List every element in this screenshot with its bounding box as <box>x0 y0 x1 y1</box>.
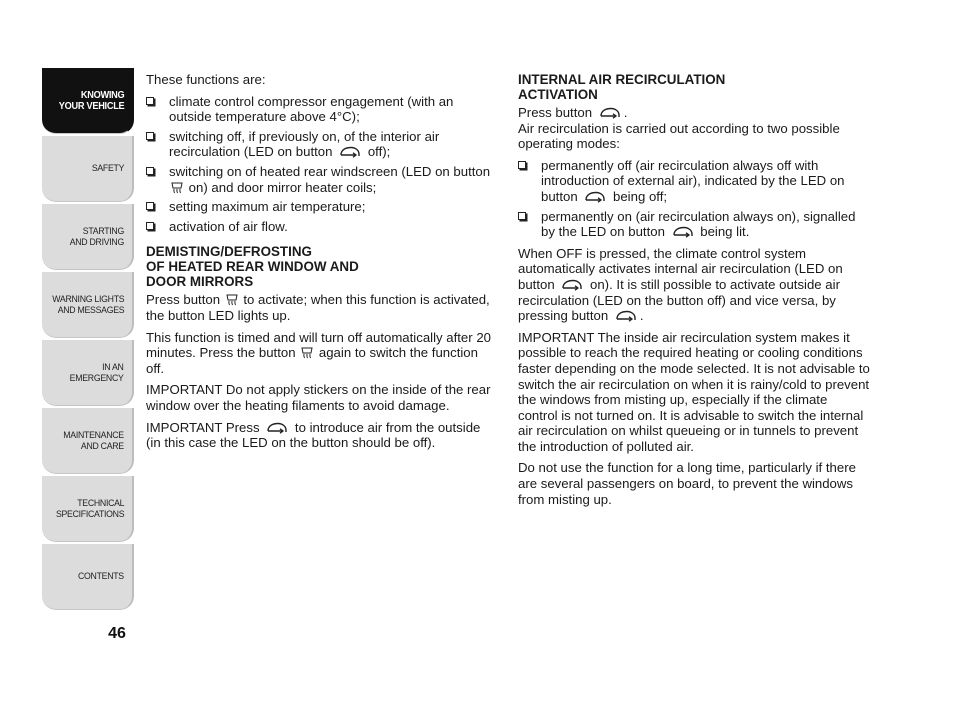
list-item-text: activation of air flow. <box>169 218 288 234</box>
recirculation-icon <box>265 422 289 434</box>
list-item-text: setting maximum air temperature; <box>169 199 366 215</box>
list-item-text: switching off, if previously on, of the interior air recirculation (LED on button <box>169 128 440 160</box>
list-item-text: off); <box>367 144 391 160</box>
recirculation-icon <box>598 107 622 119</box>
checkbox-bullet-icon <box>146 202 154 210</box>
text: to introduce air from the outside (in this case the LED on the button should be off). <box>146 419 481 451</box>
recirculation-icon <box>560 279 584 291</box>
important-recirculation-note: IMPORTANT The inside air recirculation system makes it possible to reach the required heating or cooling conditions faster depending on the mode selected. It is not advisable to switch the air recirculation on when it is rainy/cold to prevent the windows from misting up, especially if the climate control is not turned on. It is advisable to switch the internal air recirculation on whilst queueing or in tunnels to prevent the introduction of polluted air. <box>518 329 870 454</box>
tab-label: TECHNICAL SPECIFICATIONS <box>55 497 124 520</box>
tab-contents[interactable] <box>42 544 134 610</box>
functions-intro: These functions are: <box>146 72 266 87</box>
modes-intro: Air recirculation is carried out according to two possible operating modes: <box>518 120 840 152</box>
heading-line: DEMISTING/DEFROSTING <box>146 244 312 260</box>
tab-safety[interactable] <box>42 136 134 202</box>
defrosting-heading <box>146 244 496 289</box>
tab-label: STARTING AND DRIVING <box>69 225 124 248</box>
heading-line: OF HEATED REAR WINDOW AND <box>146 259 359 275</box>
tab-label: SAFETY <box>91 163 124 174</box>
rear-defrost-icon <box>171 181 183 194</box>
page-number: 46 <box>108 625 126 642</box>
timer-paragraph <box>146 330 496 377</box>
text: This function is timed and will turn off automatically after 20 minutes. Press the button <box>146 329 491 361</box>
tab-label: MAINTENANCE AND CARE <box>63 429 124 452</box>
tab-maintenance-and-care[interactable] <box>42 408 134 474</box>
list-item-text: being off; <box>613 188 668 204</box>
heading-line: ACTIVATION <box>518 87 598 102</box>
checkbox-bullet-icon <box>146 132 154 140</box>
recirculation-icon <box>583 191 607 203</box>
text: . <box>639 308 644 324</box>
checkbox-bullet-icon <box>518 161 526 169</box>
tab-in-an-emergency[interactable] <box>42 340 134 406</box>
text: to activate; when this function is activated, the button LED lights up. <box>146 292 490 323</box>
recirculation-icon <box>614 310 638 322</box>
tab-starting-and-driving[interactable] <box>42 204 134 270</box>
list-item-text: permanently on (air recirculation always on), signalled by the LED on button <box>541 208 856 240</box>
list-item <box>146 164 496 195</box>
text: Press button <box>518 105 593 120</box>
section-tabs <box>42 68 134 612</box>
list-item-text: permanently off (air recirculation always off with introduction of external air), indicated by the LED on button <box>541 157 845 204</box>
recirculation-icon <box>671 226 695 238</box>
checkbox-bullet-icon <box>146 97 154 105</box>
checkbox-bullet-icon <box>518 212 526 220</box>
list-item-text: on) and door mirror heater coils; <box>188 179 377 195</box>
tab-label: WARNING LIGHTS AND MESSAGES <box>51 293 124 316</box>
list-item <box>146 199 496 215</box>
list-item <box>146 94 496 125</box>
long-time-warning: Do not use the function for a long time, particularly if there are several passengers on board, to prevent the windows from misting up. <box>518 460 856 507</box>
press-button-line <box>518 105 870 121</box>
heading-line: DOOR MIRRORS <box>146 274 254 290</box>
text: IMPORTANT Press <box>146 419 260 435</box>
text: . <box>623 105 628 120</box>
text: on). It is still possible to activate outside air recirculation (LED on the button off) and vice versa, by pressing button <box>518 276 840 324</box>
tab-label: IN AN EMERGENCY <box>70 361 124 384</box>
heading-line: INTERNAL AIR RECIRCULATION <box>518 72 726 87</box>
off-pressed-paragraph <box>518 246 870 324</box>
tab-technical-specifications[interactable] <box>42 476 134 542</box>
list-item <box>518 158 870 205</box>
defrost-paragraph <box>146 292 496 323</box>
tab-knowing-your-vehicle[interactable] <box>42 68 134 134</box>
outside-air-note <box>146 420 496 451</box>
left-column <box>146 72 496 457</box>
text: When OFF is pressed, the climate control system automatically activates internal air recirculation (LED on button <box>518 245 843 292</box>
stickers-warning: IMPORTANT Do not apply stickers on the inside of the rear window over the heating filaments to avoid damage. <box>146 382 491 413</box>
recirculation-heading <box>518 72 870 102</box>
list-item-text: climate control compressor engagement (with an outside temperature above 4°C); <box>169 93 454 125</box>
list-item-text: being lit. <box>700 224 750 240</box>
checkbox-bullet-icon <box>146 222 154 230</box>
tab-label: CONTENTS <box>78 571 124 582</box>
text: again to switch the function off. <box>146 345 478 376</box>
list-item <box>146 129 496 160</box>
list-item-text: switching on of heated rear windscreen (LED on button <box>169 163 491 179</box>
right-column <box>518 72 870 513</box>
recirculation-icon <box>338 146 362 158</box>
list-item <box>146 219 496 235</box>
checkbox-bullet-icon <box>146 167 154 175</box>
rear-defrost-icon <box>226 293 238 306</box>
text: Press button <box>146 292 221 308</box>
modes-list <box>518 158 870 240</box>
tab-label: KNOWING YOUR VEHICLE <box>58 89 124 112</box>
tab-warning-lights[interactable] <box>42 272 134 338</box>
rear-defrost-icon <box>301 346 313 359</box>
functions-list <box>146 94 496 235</box>
list-item <box>518 209 870 240</box>
